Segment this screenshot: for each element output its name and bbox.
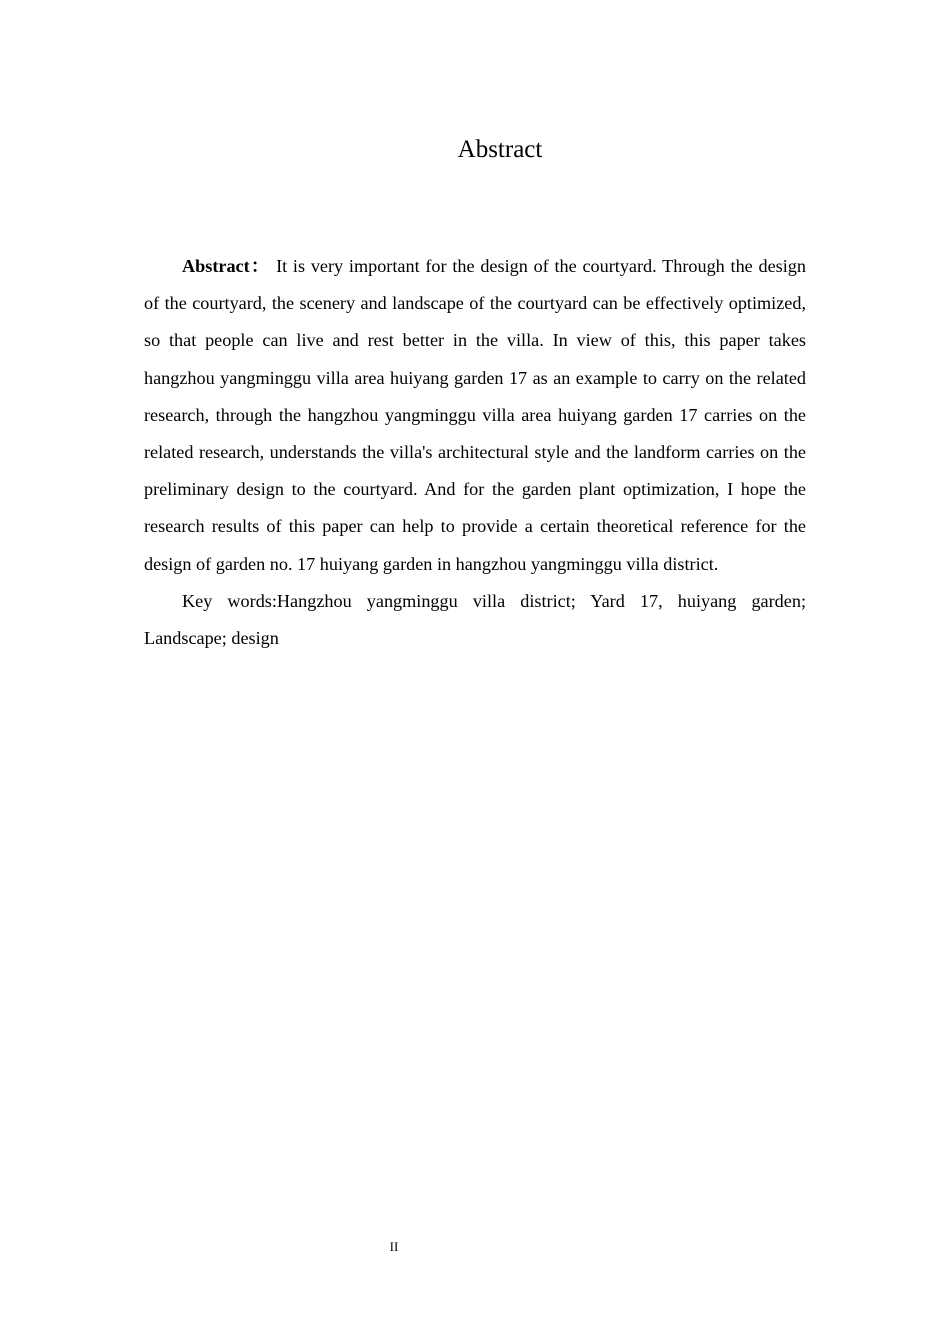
abstract-label: Abstract：	[182, 256, 271, 276]
page-title: Abstract	[457, 136, 543, 163]
keywords-paragraph: Key words:Hangzhou yangminggu villa district; Yard 17, huiyang garden; Landscape; design	[144, 590, 806, 649]
abstract-paragraph	[144, 248, 806, 583]
abstract-text: It is very important for the design of the courtyard. Through the design of the courtyard, the scenery and landscape of the courtyard can be effectively optimized, so that people can live and rest better in the villa. In view of this, this paper takes hangzhou yangminggu villa area huiyang garden 17 as an example to carry on the related research, through the hangzhou yangminggu villa area huiyang garden 17 carries on the related research, understands the villa's architectural style and the landform carries on the preliminary design to the courtyard. And for the garden plant optimization, I hope the research results of this paper can help to provide a certain theoretical reference for the design of garden no. 17 huiyang garden in hangzhou yangminggu villa district.	[144, 256, 806, 574]
abstract-body	[144, 248, 806, 657]
page-number: II	[389, 1239, 399, 1254]
